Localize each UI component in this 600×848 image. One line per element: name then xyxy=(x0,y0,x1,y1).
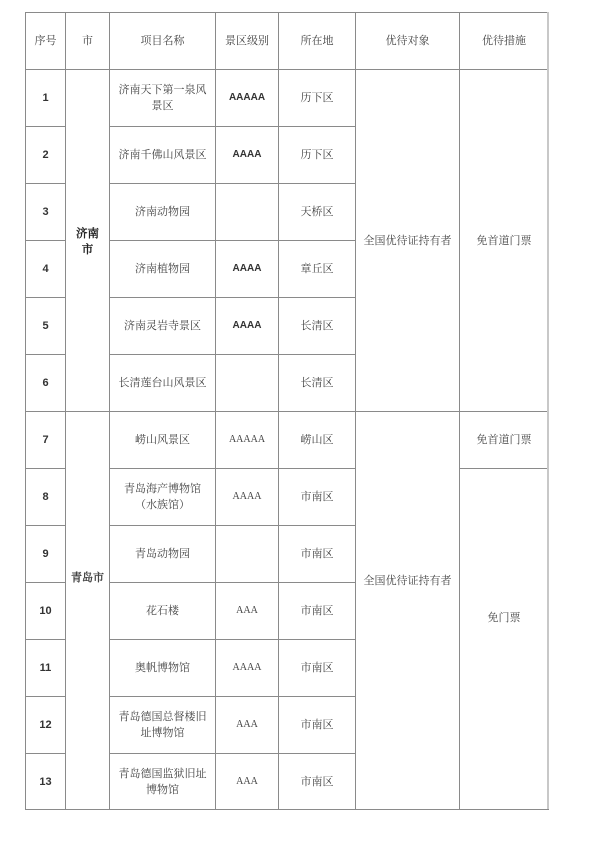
header-project-name: 项目名称 xyxy=(109,12,216,70)
row-no: 11 xyxy=(25,639,66,697)
row-level xyxy=(215,354,279,412)
row-name: 奥帆博物馆 xyxy=(109,639,216,697)
row-no: 9 xyxy=(25,525,66,583)
row-no: 13 xyxy=(25,753,66,810)
row-location: 历下区 xyxy=(278,126,356,184)
measures-label-qingdao-rest: 免门票 xyxy=(487,611,521,624)
row-location: 市南区 xyxy=(278,753,356,810)
row-location: 长清区 xyxy=(278,354,356,412)
row-name: 花石楼 xyxy=(109,582,216,640)
row-no: 6 xyxy=(25,354,66,412)
header-measures: 优待措施 xyxy=(459,12,549,70)
city-cell-qingdao xyxy=(65,411,110,810)
row-location: 历下区 xyxy=(278,69,356,127)
row-level xyxy=(215,525,279,583)
row-level: AAAAA xyxy=(215,411,279,469)
row-level: AAA xyxy=(215,696,279,754)
header-level: 景区级别 xyxy=(215,12,279,70)
row-name: 崂山风景区 xyxy=(109,411,216,469)
row-no: 12 xyxy=(25,696,66,754)
row-level xyxy=(215,183,279,241)
row-level: AAAA xyxy=(215,297,279,355)
row-location: 市南区 xyxy=(278,582,356,640)
row-no: 3 xyxy=(25,183,66,241)
row-location: 市南区 xyxy=(278,696,356,754)
row-name: 青岛动物园 xyxy=(109,525,216,583)
measures-cell-jinan: 免首道门票 xyxy=(459,69,549,412)
row-no: 1 xyxy=(25,69,66,127)
measures-cell-qingdao-rest xyxy=(459,468,549,810)
row-location: 市南区 xyxy=(278,639,356,697)
header-location: 所在地 xyxy=(278,12,356,70)
row-level: AAA xyxy=(215,582,279,640)
row-name: 济南灵岩寺景区 xyxy=(109,297,216,355)
row-no: 8 xyxy=(25,468,66,526)
row-name: 青岛德国总督楼旧址博物馆 xyxy=(109,696,216,754)
target-cell-qingdao xyxy=(355,411,460,810)
row-name: 济南千佛山风景区 xyxy=(109,126,216,184)
target-label-qingdao: 全国优待证持有者 xyxy=(363,574,452,587)
row-no: 7 xyxy=(25,411,66,469)
row-name: 长清莲台山风景区 xyxy=(109,354,216,412)
row-no: 4 xyxy=(25,240,66,298)
row-location: 市南区 xyxy=(278,468,356,526)
row-name: 济南天下第一泉风景区 xyxy=(109,69,216,127)
row-no: 10 xyxy=(25,582,66,640)
row-no: 2 xyxy=(25,126,66,184)
row-level: AAAA xyxy=(215,126,279,184)
row-level: AAAA xyxy=(215,240,279,298)
header-no: 序号 xyxy=(25,12,66,70)
row-name: 青岛海产博物馆（水族馆） xyxy=(109,468,216,526)
city-cell-jinan: 济南市 xyxy=(65,69,110,412)
row-location: 崂山区 xyxy=(278,411,356,469)
row-level: AAA xyxy=(215,753,279,810)
header-target: 优待对象 xyxy=(355,12,460,70)
city-label-qingdao: 青岛市 xyxy=(71,571,104,584)
header-city: 市 xyxy=(65,12,110,70)
row-level: AAAA xyxy=(215,468,279,526)
row-level: AAAAA xyxy=(215,69,279,127)
row-name: 济南动物园 xyxy=(109,183,216,241)
row-location: 长清区 xyxy=(278,297,356,355)
row-name: 济南植物园 xyxy=(109,240,216,298)
row-location: 章丘区 xyxy=(278,240,356,298)
measures-cell-qingdao-first: 免首道门票 xyxy=(459,411,549,469)
table-right-border xyxy=(547,12,549,809)
row-location: 市南区 xyxy=(278,525,356,583)
row-location: 天桥区 xyxy=(278,183,356,241)
row-no: 5 xyxy=(25,297,66,355)
row-name: 青岛德国监狱旧址博物馆 xyxy=(109,753,216,810)
row-level: AAAA xyxy=(215,639,279,697)
target-cell-jinan: 全国优待证持有者 xyxy=(355,69,460,412)
